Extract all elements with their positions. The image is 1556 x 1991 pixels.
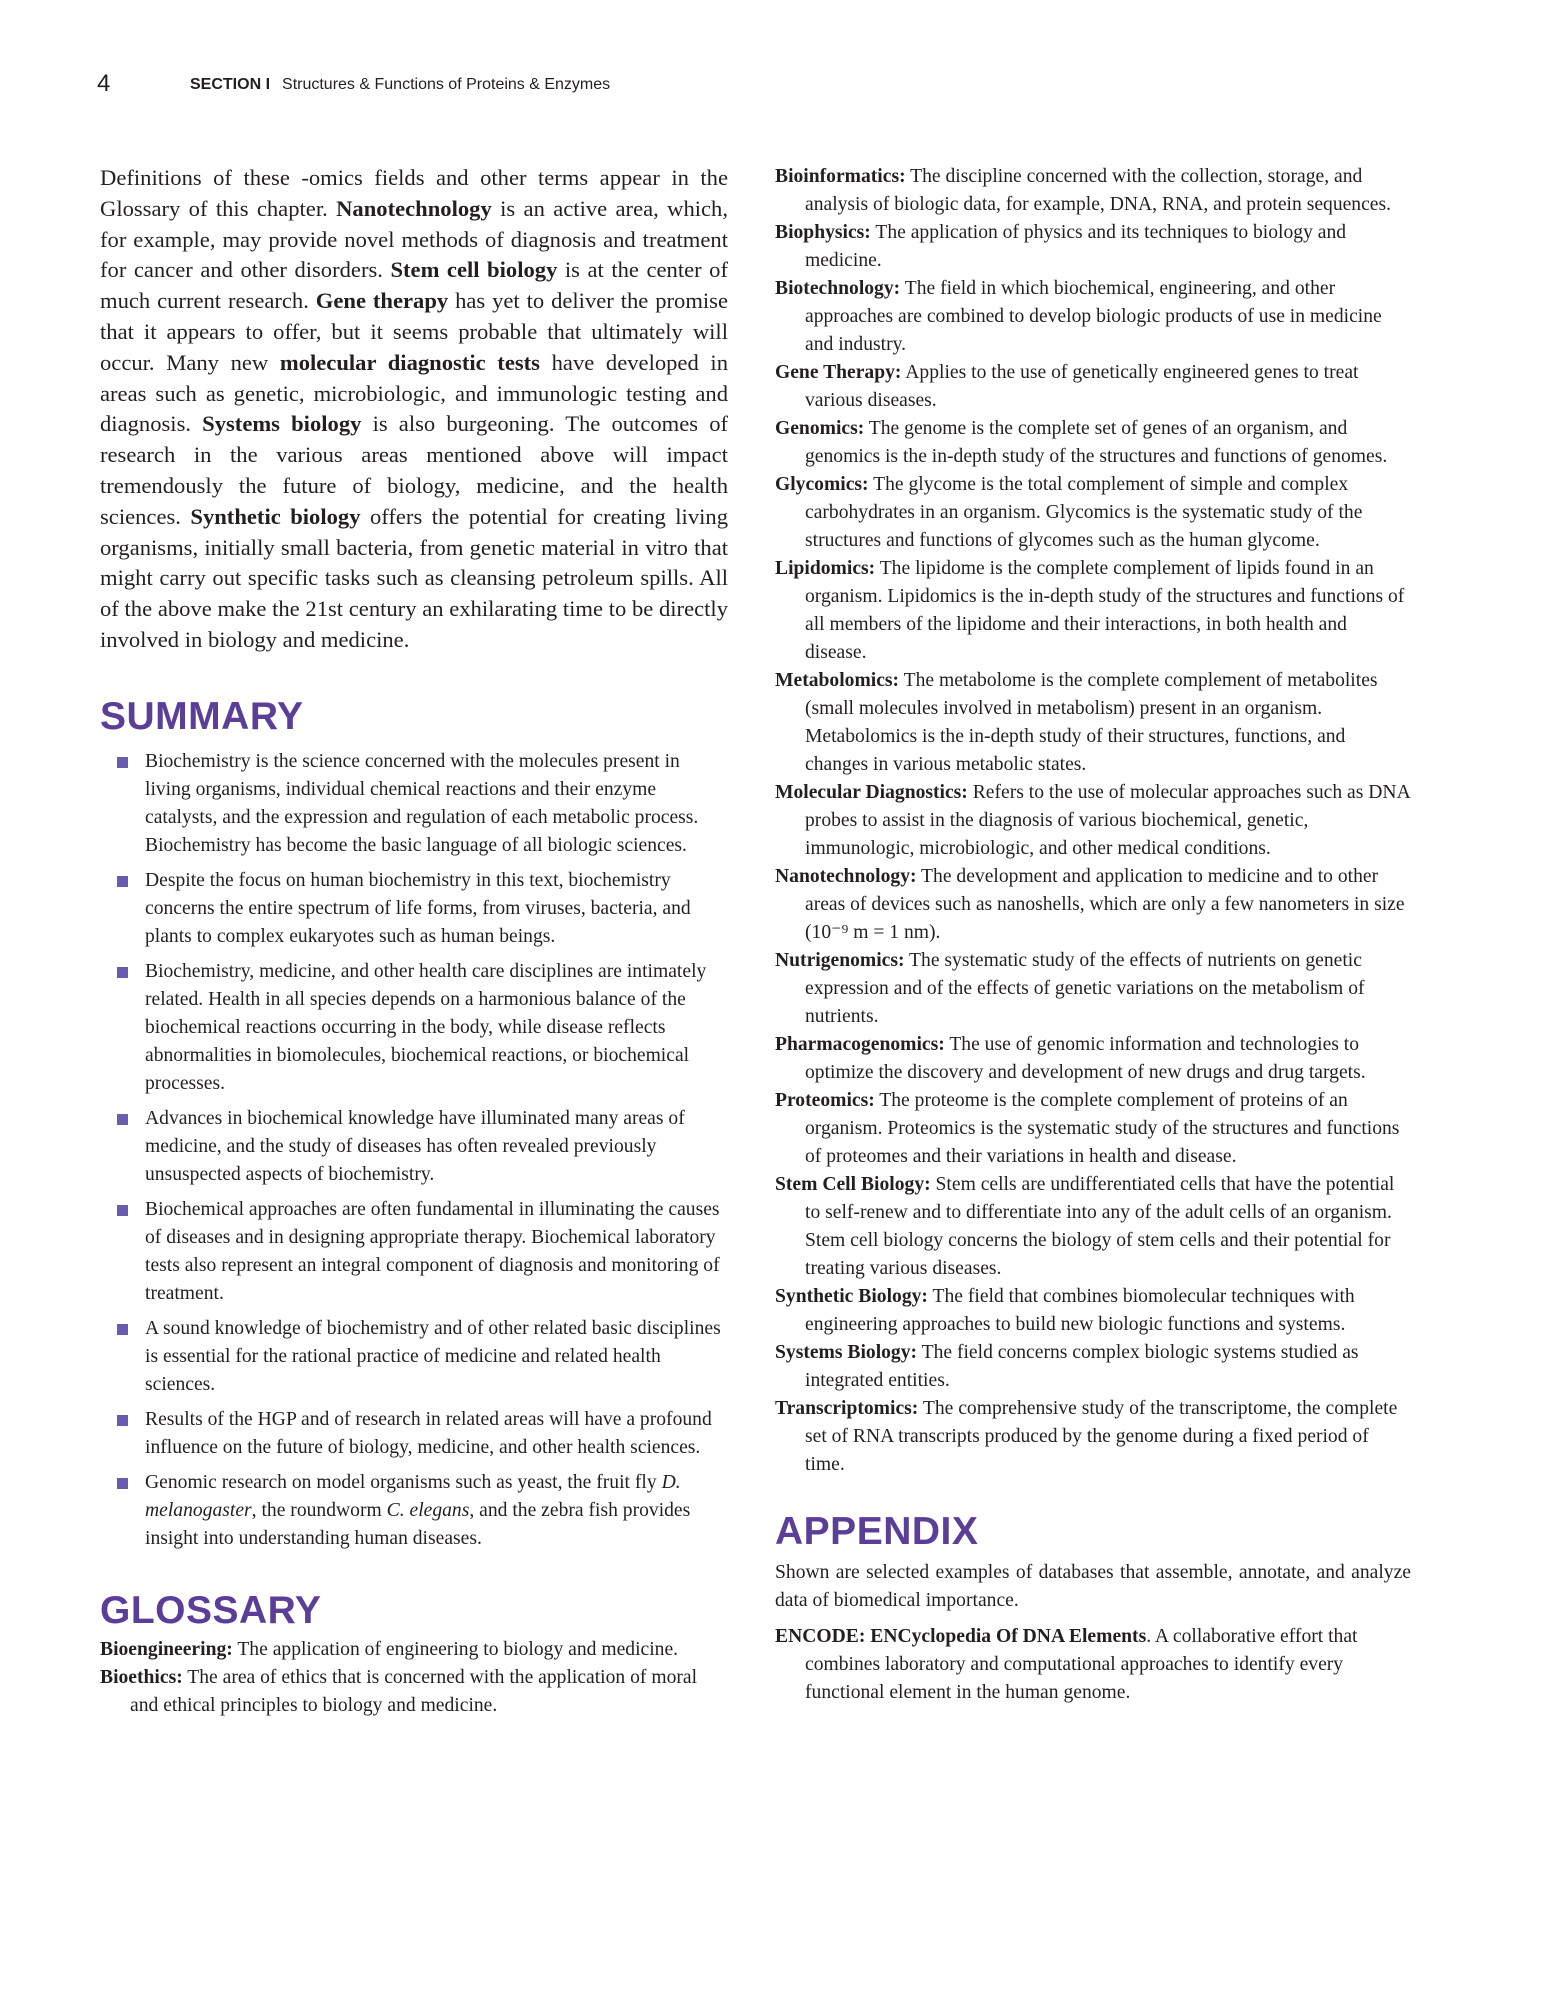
square-bullet-icon xyxy=(117,1324,128,1335)
italic-text: D. melanogaster xyxy=(145,1471,681,1521)
glossary-entry xyxy=(775,1031,1411,1087)
summary-heading: SUMMARY xyxy=(100,694,304,738)
glossary-term: ENCODE: ENCyclopedia Of DNA Elements xyxy=(775,1626,1147,1647)
glossary-term: Metabolomics: xyxy=(775,670,900,691)
glossary-term: Transcriptomics: xyxy=(775,1398,919,1419)
square-bullet-icon xyxy=(117,967,128,978)
page-number: 4 xyxy=(97,70,111,97)
summary-list xyxy=(100,748,728,1553)
glossary-entry xyxy=(775,1283,1411,1339)
text-run: , and the zebra fish provides insight into understanding human diseases. xyxy=(145,1499,691,1549)
glossary-definition: The glycome is the total complement of simple and complex carbohydrates in an organism. Glycomics is the systematic study of the structures and functions of glycomes such as the human glycome. xyxy=(805,474,1363,551)
bold-term: Gene therapy xyxy=(315,288,449,314)
glossary-definition: The comprehensive study of the transcriptome, the complete set of RNA transcripts produced by the genome during a fixed period of time. xyxy=(805,1398,1398,1475)
glossary-term: Genomics: xyxy=(775,418,865,439)
text-run: is also burgeoning. The outcomes of research in the various areas mentioned above will impact tremendously the future of biology, medicine, and the health sciences. xyxy=(100,411,729,529)
glossary-definition: The lipidome is the complete complement of lipids found in an organism. Lipidomics is the in-depth study of the structures and functions of all members of the lipidome and their interactions, in both health and disease. xyxy=(805,558,1405,663)
glossary-term: Systems Biology: xyxy=(775,1342,918,1363)
square-bullet-icon xyxy=(117,757,128,768)
intro-paragraph xyxy=(100,163,728,656)
glossary-heading: GLOSSARY xyxy=(100,1588,322,1632)
glossary-term: Bioethics: xyxy=(100,1666,183,1688)
text-run: Advances in biochemical knowledge have illuminated many areas of medicine, and the study of diseases has often revealed previously unsuspected aspects of biochemistry. xyxy=(145,1107,685,1185)
text-run: Biochemistry, medicine, and other health care disciplines are intimately related. Health in all species depends on a harmonious balance of the biochemical reactions occurring in the body, while disease reflects abnormalities in biomolecules, biochemical reactions, or biochemical processes. xyxy=(145,960,707,1094)
glossary-definition: The field in which biochemical, engineering, and other approaches are combined to develop biologic products of use in medicine and industry. xyxy=(805,278,1382,355)
glossary-entry xyxy=(775,863,1411,947)
running-head xyxy=(190,76,610,94)
glossary-entry xyxy=(775,667,1411,779)
summary-item xyxy=(100,1315,728,1399)
glossary-term: Pharmacogenomics: xyxy=(775,1034,945,1055)
text-run: A sound knowledge of biochemistry and of other related basic disciplines is essential for the rational practice of medicine and related health sciences. xyxy=(145,1317,721,1395)
glossary-right-entries xyxy=(775,163,1411,1479)
summary-item xyxy=(100,1469,728,1553)
glossary-entry xyxy=(775,1087,1411,1171)
glossary-definition: The field concerns complex biologic systems studied as integrated entities. xyxy=(805,1342,1359,1391)
glossary-entry xyxy=(775,1623,1411,1707)
glossary-term: Molecular Diagnostics: xyxy=(775,782,968,803)
glossary-entry xyxy=(775,555,1411,667)
appendix-heading: APPENDIX xyxy=(775,1510,979,1553)
glossary-definition: The use of genomic information and technologies to optimize the discovery and development of new drugs and drug targets. xyxy=(805,1034,1366,1083)
summary-item xyxy=(100,1196,728,1308)
glossary-term: Nanotechnology: xyxy=(775,866,917,887)
text-run: have developed in areas such as genetic, microbiologic, and immunologic testing and diagnosis. xyxy=(100,349,728,437)
square-bullet-icon xyxy=(117,1114,128,1125)
bold-term: molecular diagnostic tests xyxy=(279,349,540,375)
glossary-definition: The development and application to medicine and to other areas of devices such as nanoshells, which are only a few nanometers in size (10⁻⁹ m = 1 nm). xyxy=(805,866,1405,943)
glossary-entry xyxy=(775,415,1411,471)
summary-item xyxy=(100,748,728,860)
right-column xyxy=(775,163,1411,1707)
glossary-definition: Applies to the use of genetically engineered genes to treat various diseases. xyxy=(805,362,1359,411)
glossary-definition: . A collaborative effort that combines laboratory and computational approaches to identify every functional element in the human genome. xyxy=(805,1626,1358,1703)
glossary-term: Lipidomics: xyxy=(775,558,876,579)
bold-term: Synthetic biology xyxy=(190,503,361,529)
glossary-definition: The area of ethics that is concerned with the application of moral and ethical principles to biology and medicine. xyxy=(130,1666,698,1716)
glossary-entry xyxy=(775,275,1411,359)
text-run: offers the potential for creating living organisms, initially small bacteria, from genetic material in vitro that might carry out specific tasks such as cleansing petroleum spills. All of the above make the 21st century an exhilarating time to be directly involved in biology and medicine. xyxy=(100,503,728,652)
text-run: Definitions of these -omics fields and other terms appear in the Glossary of this chapter. xyxy=(100,165,728,221)
glossary-term: Proteomics: xyxy=(775,1090,875,1111)
glossary-definition: The application of physics and its techniques to biology and medicine. xyxy=(805,222,1347,271)
summary-item xyxy=(100,867,728,951)
section-label: SECTION I xyxy=(190,76,271,93)
text-run: Biochemical approaches are often fundamental in illuminating the causes of diseases and in designing appropriate therapy. Biochemical laboratory tests also represent an integral component of diagnosis and monitoring of treatment. xyxy=(145,1198,720,1304)
square-bullet-icon xyxy=(117,876,128,887)
glossary-definition: The metabolome is the complete complement of metabolites (small molecules involved in metabolism) present in an organism. Metabolomics is the in-depth study of their structures, functions, and changes in various metabolic states. xyxy=(805,670,1378,775)
glossary-definition: Refers to the use of molecular approaches such as DNA probes to assist in the diagnosis of various biochemical, genetic, immunologic, microbiologic, and other medical conditions. xyxy=(805,782,1410,859)
square-bullet-icon xyxy=(117,1478,128,1489)
bold-term: Nanotechnology xyxy=(336,195,492,221)
text-run: Genomic research on model organisms such as yeast, the fruit fly xyxy=(145,1471,662,1493)
glossary-definition: The genome is the complete set of genes of an organism, and genomics is the in-depth study of the structures and functions of genomes. xyxy=(805,418,1388,467)
text-run: is at the center of much current research. xyxy=(100,257,728,314)
appendix-entries xyxy=(775,1623,1411,1707)
glossary-entry xyxy=(100,1636,728,1664)
glossary-entry xyxy=(775,219,1411,275)
glossary-definition: The systematic study of the effects of nutrients on genetic expression and of the effects of genetic variations on the metabolism of nutrients. xyxy=(805,950,1365,1027)
glossary-entry xyxy=(775,359,1411,415)
glossary-definition: The field that combines biomolecular techniques with engineering approaches to build new biologic functions and systems. xyxy=(805,1286,1355,1335)
glossary-definition: The application of engineering to biology and medicine. xyxy=(232,1638,679,1660)
summary-item xyxy=(100,1406,728,1462)
glossary-entry xyxy=(775,471,1411,555)
glossary-left-entries xyxy=(100,1636,728,1720)
glossary-entry xyxy=(775,1171,1411,1283)
glossary-term: Bioinformatics: xyxy=(775,166,906,187)
glossary-term: Biophysics: xyxy=(775,222,871,243)
glossary-term: Nutrigenomics: xyxy=(775,950,905,971)
section-title: Structures & Functions of Proteins & Enzymes xyxy=(282,76,611,93)
appendix-intro: Shown are selected examples of databases that assemble, annotate, and analyze data of biomedical importance. xyxy=(775,1562,1411,1611)
glossary-entry xyxy=(775,163,1411,219)
page-header xyxy=(97,70,1459,100)
square-bullet-icon xyxy=(117,1415,128,1426)
glossary-entry xyxy=(775,1395,1411,1479)
glossary-term: Bioengineering: xyxy=(100,1638,233,1660)
summary-item xyxy=(100,958,728,1098)
summary-item xyxy=(100,1105,728,1189)
text-run: Biochemistry is the science concerned with the molecules present in living organisms, individual chemical reactions and their enzyme catalysts, and the expression and regulation of each metabolic process. Biochemistry has become the basic language of all biologic sciences. xyxy=(145,750,699,856)
bold-term: Stem cell biology xyxy=(390,257,558,283)
bold-term: Systems biology xyxy=(202,411,362,437)
glossary-term: Glycomics: xyxy=(775,474,869,495)
glossary-definition: The discipline concerned with the collection, storage, and analysis of biologic data, for example, DNA, RNA, and protein sequences. xyxy=(805,166,1392,215)
glossary-definition: Stem cells are undifferentiated cells that have the potential to self-renew and to differentiate into any of the adult cells of an organism. Stem cell biology concerns the biology of stem cells and their potential for treating various diseases. xyxy=(805,1174,1395,1279)
glossary-term: Synthetic Biology: xyxy=(775,1286,928,1307)
glossary-term: Stem Cell Biology: xyxy=(775,1174,931,1195)
glossary-entry xyxy=(100,1664,728,1720)
text-run: Despite the focus on human biochemistry in this text, biochemistry concerns the entire spectrum of life forms, from viruses, bacteria, and plants to complex eukaryotes such as human beings. xyxy=(145,869,691,947)
glossary-term: Gene Therapy: xyxy=(775,362,902,383)
text-run: , the roundworm xyxy=(251,1499,387,1521)
text-run: has yet to deliver the promise that it appears to offer, but it seems probable that ultimately will occur. Many new xyxy=(100,288,729,375)
italic-text: C. elegans xyxy=(386,1499,470,1521)
left-column xyxy=(100,163,728,1720)
text-run: is an active area, which, for example, may provide novel methods of diagnosis and treatment for cancer and other disorders. xyxy=(100,195,729,283)
glossary-definition: The proteome is the complete complement of proteins of an organism. Proteomics is the systematic study of the structures and functions of proteomes and their variations in health and disease. xyxy=(805,1090,1400,1167)
glossary-entry xyxy=(775,947,1411,1031)
glossary-entry xyxy=(775,779,1411,863)
square-bullet-icon xyxy=(117,1205,128,1216)
glossary-entry xyxy=(775,1339,1411,1395)
glossary-term: Biotechnology: xyxy=(775,278,901,299)
text-run: Results of the HGP and of research in related areas will have a profound influence on the future of biology, medicine, and other health sciences. xyxy=(145,1408,712,1458)
